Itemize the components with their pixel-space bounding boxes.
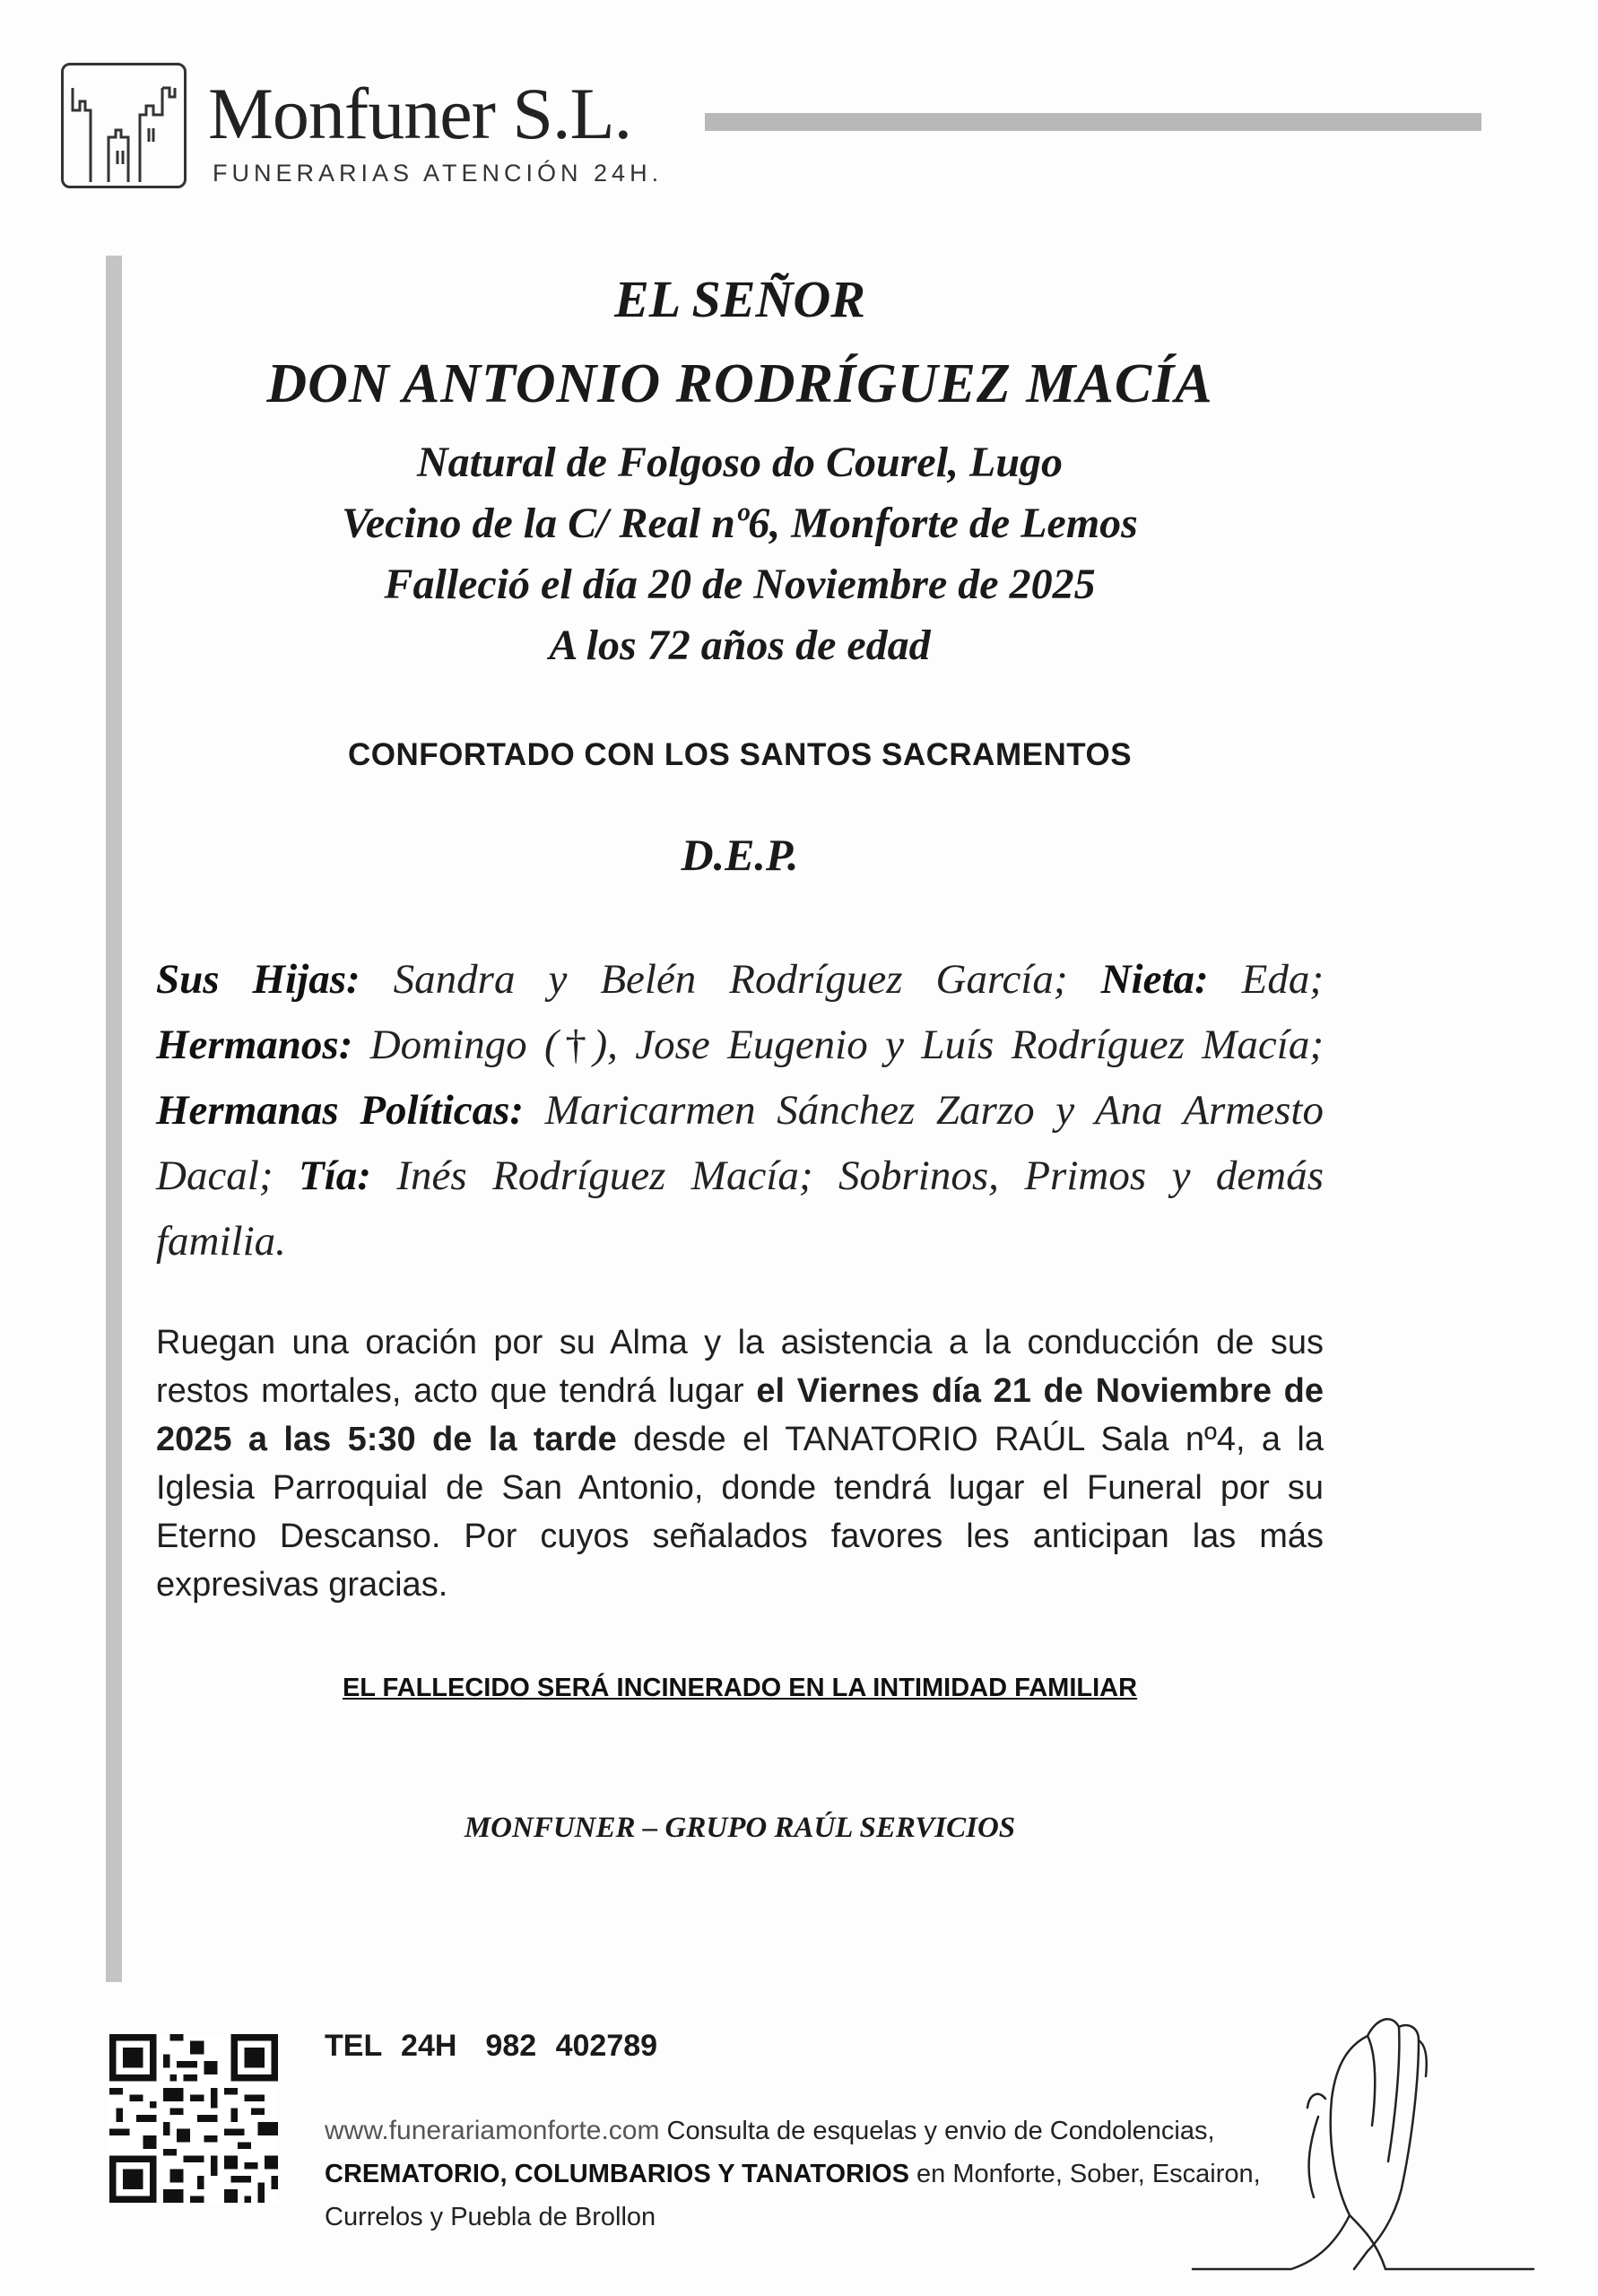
prayer-date: el Viernes día 21 de Noviembre de 2025 a las 5:30 de la tarde (156, 1372, 1324, 1458)
footer-text-1: Consulta de esquelas y envio de Condolencias, (659, 2117, 1215, 2145)
footer-info (325, 2109, 1311, 2239)
cross-icon: † (558, 1022, 594, 1068)
qr-code-icon[interactable] (109, 2034, 278, 2203)
footer-services: CREMATORIO, COLUMBARIOS Y TANATORIOS (325, 2160, 909, 2188)
comforted-line: CONFORTADO CON LOS SANTOS SACRAMENTOS (347, 737, 1133, 772)
tel-number[interactable]: 982 402789 (485, 2029, 658, 2063)
residence-line: Vecino de la C/ Real nº6, Monforte de Lemos (342, 500, 1138, 547)
politicas-names: Maricarmen Sánchez Zarzo y Ana Armesto Dacal; (156, 1087, 1324, 1199)
hermanos-names-b: ), Jose Eugenio y Luís Rodríguez Macía; (593, 1022, 1324, 1068)
tel-label: TEL 24H (325, 2029, 457, 2063)
hijas-label: Sus Hijas: (156, 956, 360, 1003)
castle-logo-icon (61, 63, 187, 188)
deceased-name: DON ANTONIO RODRÍGUEZ MACÍA (266, 353, 1213, 414)
hijas-names: Sandra y Belén Rodríguez García; (360, 956, 1101, 1003)
nieta-label: Nieta: (1100, 956, 1209, 1003)
origin-line: Natural de Folgoso do Courel, Lugo (416, 439, 1064, 486)
family-paragraph (156, 947, 1324, 1274)
notice-title: EL SEÑOR (614, 270, 865, 328)
dep-line: D.E.P. (681, 830, 799, 880)
header-divider (705, 113, 1481, 131)
age-line: A los 72 años de edad (549, 622, 931, 669)
website-link[interactable]: www.funerariamonforte.com (325, 2116, 660, 2145)
praying-hands-icon (1184, 1991, 1542, 2278)
hermanos-label: Hermanos: (156, 1022, 353, 1068)
prayer-paragraph (156, 1318, 1324, 1609)
tia-label: Tía: (298, 1152, 371, 1199)
death-date-line: Falleció el día 20 de Noviembre de 2025 (384, 561, 1096, 608)
footer-text-2: en Monforte, Sober, Escairon, Currelos y Puebla de Brollon (325, 2160, 1261, 2231)
signature: MONFUNER – GRUPO RAÚL SERVICIOS (464, 1812, 1016, 1844)
tia-names: Inés Rodríguez Macía; Sobrinos, Primos y demás familia. (156, 1152, 1324, 1265)
hermanos-names-a: Domingo ( (352, 1022, 559, 1068)
prayer-text-2: desde el TANATORIO RAÚL Sala nº4, a la Iglesia Parroquial de San Antonio, donde tendrá lugar el Funeral por su Eterno Descanso. Por cuyos señalados favores les anticipan las más expresivas gracias. (156, 1421, 1324, 1604)
brand-name: Monfuner S.L. (208, 73, 632, 154)
nieta-name: Eda; (1208, 956, 1324, 1003)
politicas-label: Hermanas Políticas: (156, 1087, 525, 1134)
incineration-note: EL FALLECIDO SERÁ INCINERADO EN LA INTIMIDAD FAMILIAR (342, 1674, 1138, 1702)
side-decorative-bar (106, 256, 122, 1982)
brand-tagline: FUNERARIAS ATENCIÓN 24H. (213, 160, 664, 187)
phone-line (325, 2029, 657, 2064)
prayer-text-1: Ruegan una oración por su Alma y la asistencia a la conducción de sus restos mortales, acto que tendrá lugar (156, 1324, 1324, 1410)
